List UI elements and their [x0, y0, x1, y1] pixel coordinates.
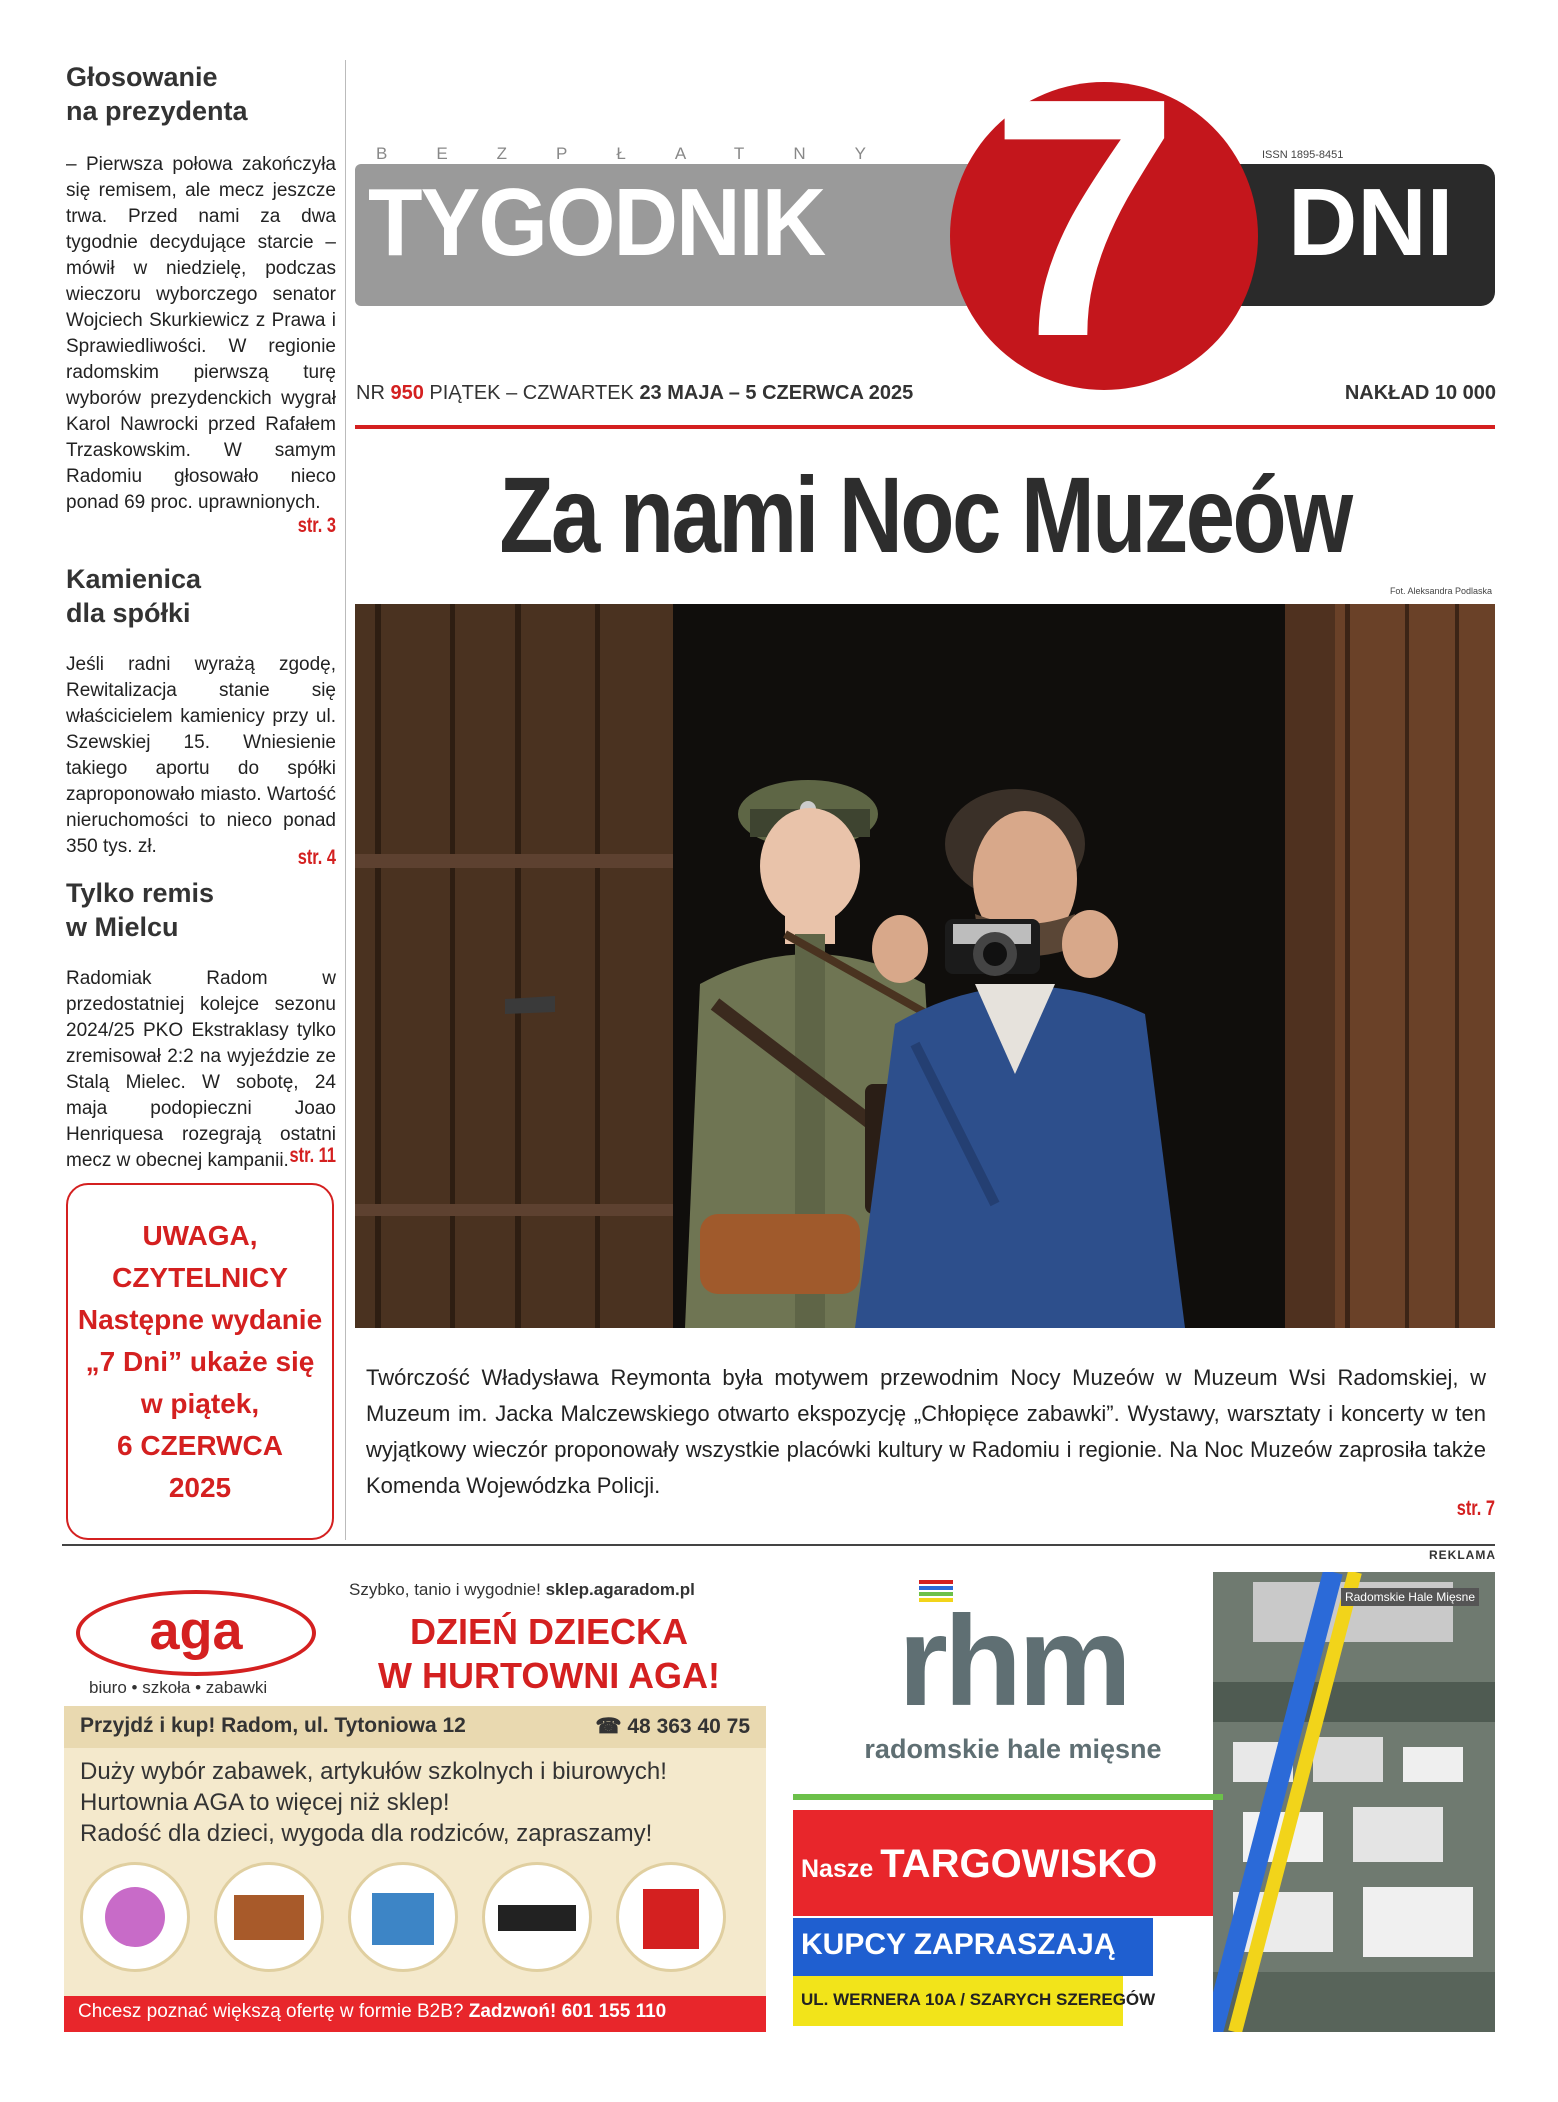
masthead-kicker: BEZPŁATNY: [376, 144, 915, 163]
reader-notice-box: UWAGA, CZYTELNICY Następne wydanie „7 Dni” ukaże się w piątek, 6 CZERWCA 2025: [66, 1183, 334, 1540]
aga-product-1: [80, 1862, 190, 1972]
story-body-tenement: Jeśli radni wyrażą zgodę, Rewitalizacja stanie się właścicielem kamienicy przy ul. Szewskiej 15. Wniesienie takiego aportu do spółki zaproponowało miasto. Wartość nieruchomości to nieco ponad 350 tys. zł.: [66, 654, 336, 857]
aga-footer: Chcesz poznać większą ofertę w formie B2B? Zadzwoń! 601 155 110: [78, 2001, 667, 2022]
aga-b2b-phone[interactable]: Zadzwoń! 601 155 110: [468, 2001, 667, 2022]
rhm-advert[interactable]: [793, 1572, 1495, 2032]
rhm-green-stripe: [793, 1794, 1223, 1800]
ad-label: REKLAMA: [1429, 1548, 1496, 1562]
story-body-football: Radomiak Radom w przedostatniej kolejce sezonu 2024/25 PKO Ekstraklasy tylko zremisował 2:2 na wyjeździe ze Stalą Mielec. W sobotę, 24 maja podopieczni Joao Henriquesa rozegrają ostatni mecz w obecnej kampanii.: [66, 968, 336, 1171]
aga-product-4: [482, 1862, 592, 1972]
aga-logo-sub: biuro • szkoła • zabawki: [89, 1678, 268, 1697]
rhm-market: Nasze TARGOWISKO: [801, 1842, 1158, 1886]
masthead-rule: [355, 425, 1495, 429]
page-ref-tenement[interactable]: str. 4: [297, 846, 336, 869]
rhm-logo: rhm: [898, 1590, 1128, 1733]
aga-phone[interactable]: ☎ 48 363 40 75: [595, 1715, 750, 1738]
story-body-elections: – Pierwsza połowa zakończyła się remisem, ale mecz jeszcze trwa. Przed nami za dwa tygodnie decydujące starcie – mówił w niedzielę, podczas wieczoru wyborczego senator Wojciech Skurkiewicz z Prawa i Sprawiedliwości. W regionie radomskim pierwszą turę wyborów prezydenckich wygrał Karol Nawrocki przed Rafałem Trzaskowskim. W samym Radomiu głosowało nieco ponad 69 proc. uprawnionych.: [66, 154, 336, 513]
photo-credit: Fot. Aleksandra Podlaska: [1389, 586, 1492, 596]
page-ref-football[interactable]: str. 11: [289, 1144, 336, 1167]
rhm-invite: KUPCY ZAPRASZAJĄ: [801, 1928, 1116, 1961]
masthead-number-seven: 7: [990, 28, 1180, 408]
circulation: NAKŁAD 10 000: [1344, 382, 1496, 404]
issue-dateline: NR 950 PIĄTEK – CZWARTEK 23 MAJA – 5 CZERWCA 2025: [356, 382, 914, 404]
masthead-title-word1: TYGODNIK: [368, 169, 825, 276]
aga-advert[interactable]: [64, 1572, 766, 2032]
lead-caption: Twórczość Władysława Reymonta była motywem przewodnim Nocy Muzeów w Muzeum Wsi Radomskiej, w Muzeum im. Jacka Malczewskiego otwarto ekspozycję „Chłopięce zabawki”. Wystawy, warsztaty i koncerty w ten wyjątkowy wieczór proponowały wszystkie placówki kultury w Radomiu i regionie. Na Noc Muzeów zaprosiła także Komenda Wojewódzka Policji.: [366, 1365, 1486, 1498]
rhm-building-sign: Radomskie Hale Mięsne: [1341, 1588, 1479, 1606]
aga-tagline: Szybko, tanio i wygodnie! sklep.agaradom.pl: [349, 1580, 695, 1599]
aga-shop-url[interactable]: sklep.agaradom.pl: [545, 1580, 695, 1599]
story-title-football[interactable]: Tylko remis w Mielcu: [66, 878, 215, 942]
issn-number: ISSN 1895-8451: [1262, 149, 1344, 161]
story-title-elections[interactable]: Głosowanie na prezydenta: [66, 62, 248, 126]
issue-dates: 23 MAJA – 5 CZERWCA 2025: [639, 382, 914, 404]
rhm-address: UL. WERNERA 10A / SZARYCH SZEREGÓW: [801, 1990, 1156, 2009]
aga-body-text: Duży wybór zabawek, artykułów szkolnych i biurowych! Hurtownia AGA to więcej niż sklep! Radość dla dzieci, wygoda dla rodziców, zapraszamy!: [80, 1758, 667, 1847]
page-ref-elections[interactable]: str. 3: [297, 514, 336, 537]
aga-product-5: [616, 1862, 726, 1972]
rhm-aerial-photo: [1213, 1572, 1495, 2032]
masthead-title-word2: DNI: [1288, 169, 1454, 276]
aga-product-2: [214, 1862, 324, 1972]
ad-section-rule: [62, 1544, 1495, 1546]
aga-product-3: [348, 1862, 458, 1972]
rhm-logo-sub: radomskie hale mięsne: [864, 1734, 1162, 1764]
lead-headline[interactable]: Za nami Noc Muzeów: [499, 454, 1351, 575]
page-ref-lead[interactable]: str. 7: [1456, 1497, 1495, 1520]
aga-address: Przyjdź i kup! Radom, ul. Tytoniowa 12: [80, 1714, 466, 1737]
lead-photo-illustration: [355, 604, 1495, 1328]
issue-number: 950: [390, 382, 424, 404]
lead-photo[interactable]: [355, 604, 1495, 1328]
column-divider: [345, 60, 346, 1540]
aga-headline: DZIEŃ DZIECKA W HURTOWNI AGA!: [378, 1611, 720, 1696]
aga-logo: aga: [76, 1590, 316, 1676]
story-title-tenement[interactable]: Kamienica dla spółki: [66, 564, 202, 628]
